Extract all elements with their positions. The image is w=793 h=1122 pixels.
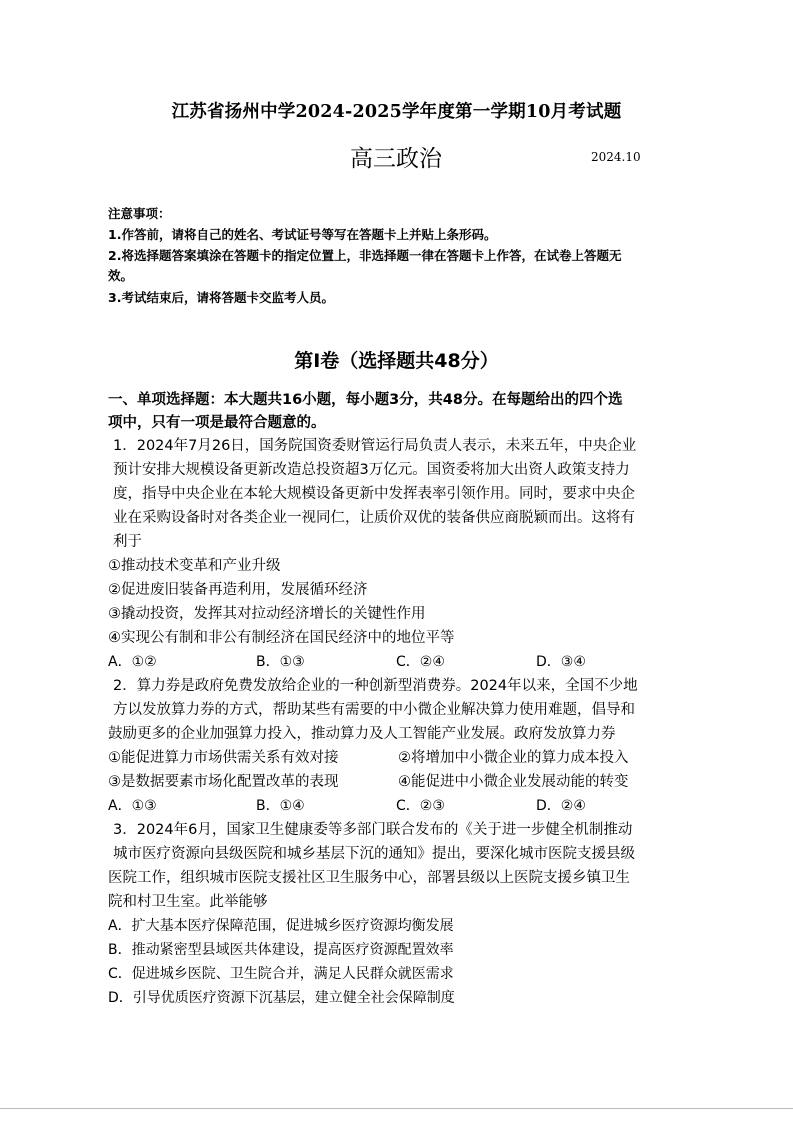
notice-heading: 注意事项：	[108, 206, 171, 221]
notice-item: 1.作答前，请将自己的姓名、考试证号等写在答题卡上并贴上条形码。	[108, 227, 497, 242]
question-2-statement: ④能促进中小微企业发展动能的转变	[398, 774, 629, 790]
question-2-text: 2．算力券是政府免费发放给企业的一种创新型消费券。2024年以来，全国不少地	[113, 678, 638, 694]
page-bottom-divider	[0, 1108, 793, 1109]
question-1-statement: ①推动技术变革和产业升级	[108, 558, 281, 574]
question-2-text: 方以发放算力券的方式，帮助某些有需要的中小微企业解决算力使用难题，倡导和	[113, 702, 635, 718]
notice-item: 3.考试结束后，请将答题卡交监考人员。	[108, 290, 334, 305]
question-1-choice-c[interactable]: C．②④	[396, 654, 445, 670]
question-3-text: 3．2024年6月，国家卫生健康委等多部门联合发布的《关于进一步健全机制推动	[113, 822, 633, 838]
question-1-statement: ④实现公有制和非公有制经济在国民经济中的地位平等	[108, 630, 455, 646]
question-1-text: 预计安排大规模设备更新改造总投资超3万亿元。国资委将加大出资人政策支持力	[113, 462, 630, 478]
question-1-text: 业在采购设备时对各类企业一视同仁，让质价双优的装备供应商脱颖而出。这将有	[113, 510, 635, 526]
exam-date: 2024.10	[591, 150, 641, 164]
question-3-choice-b[interactable]: B．推动紧密型县域医共体建设，提高医疗资源配置效率	[108, 942, 454, 958]
question-2-choice-d[interactable]: D．②④	[536, 798, 586, 814]
question-1-statement: ③撬动投资，发挥其对拉动经济增长的关键性作用	[108, 606, 426, 622]
question-3-text: 医院工作，组织城市医院支援社区卫生服务中心，部署县级以上医院支援乡镇卫生	[108, 870, 630, 886]
part-heading: 一、单项选择题：本大题共16小题，每小题3分，共48分。在每题给出的四个选	[108, 392, 623, 408]
question-2-choice-a[interactable]: A．①③	[108, 798, 157, 814]
question-3-text: 城市医疗资源向县级医院和城乡基层下沉的通知》提出，要深化城市医院支援县级	[113, 846, 635, 862]
question-1-text: 度，指导中央企业在本轮大规模设备更新中发挥表率引领作用。同时，要求中央企	[113, 486, 635, 502]
notice-item: 效。	[108, 268, 134, 283]
question-1-statement: ②促进废旧装备再造利用，发展循环经济	[108, 582, 368, 598]
notice-item: 2.将选择题答案填涂在答题卡的指定位置上，非选择题一律在答题卡上作答，在试卷上答题无	[108, 248, 622, 263]
question-3-choice-d[interactable]: D．引导优质医疗资源下沉基层，建立健全社会保障制度	[108, 990, 455, 1006]
question-2-statement: ①能促进算力市场供需关系有效对接	[108, 750, 339, 766]
exam-title: 江苏省扬州中学2024-2025学年度第一学期10月考试题	[171, 102, 622, 122]
question-2-choice-b[interactable]: B．①④	[256, 798, 305, 814]
question-3-choice-c[interactable]: C．促进城乡医院、卫生院合并，满足人民群众就医需求	[108, 966, 454, 982]
question-2-choice-c[interactable]: C．②③	[396, 798, 445, 814]
question-1-text: 1．2024年7月26日，国务院国资委财管运行局负责人表示，未来五年，中央企业	[113, 438, 637, 454]
question-1-text: 利于	[113, 534, 142, 550]
question-1-choice-b[interactable]: B．①③	[256, 654, 305, 670]
part-heading: 项中，只有一项是最符合题意的。	[108, 415, 326, 431]
question-2-statement: ③是数据要素市场化配置改革的表现	[108, 774, 339, 790]
section-title: 第Ⅰ卷（选择题共48分）	[294, 350, 499, 372]
question-1-choice-d[interactable]: D．③④	[536, 654, 586, 670]
question-2-statement: ②将增加中小微企业的算力成本投入	[398, 750, 629, 766]
question-3-choice-a[interactable]: A．扩大基本医疗保障范围，促进城乡医疗资源均衡发展	[108, 918, 454, 934]
subject-title: 高三政治	[350, 146, 442, 172]
question-2-text: 鼓励更多的企业加强算力投入，推动算力及人工智能产业发展。政府发放算力券	[108, 726, 616, 742]
question-1-choice-a[interactable]: A．①②	[108, 654, 157, 670]
question-3-text: 院和村卫生室。此举能够	[108, 894, 268, 910]
